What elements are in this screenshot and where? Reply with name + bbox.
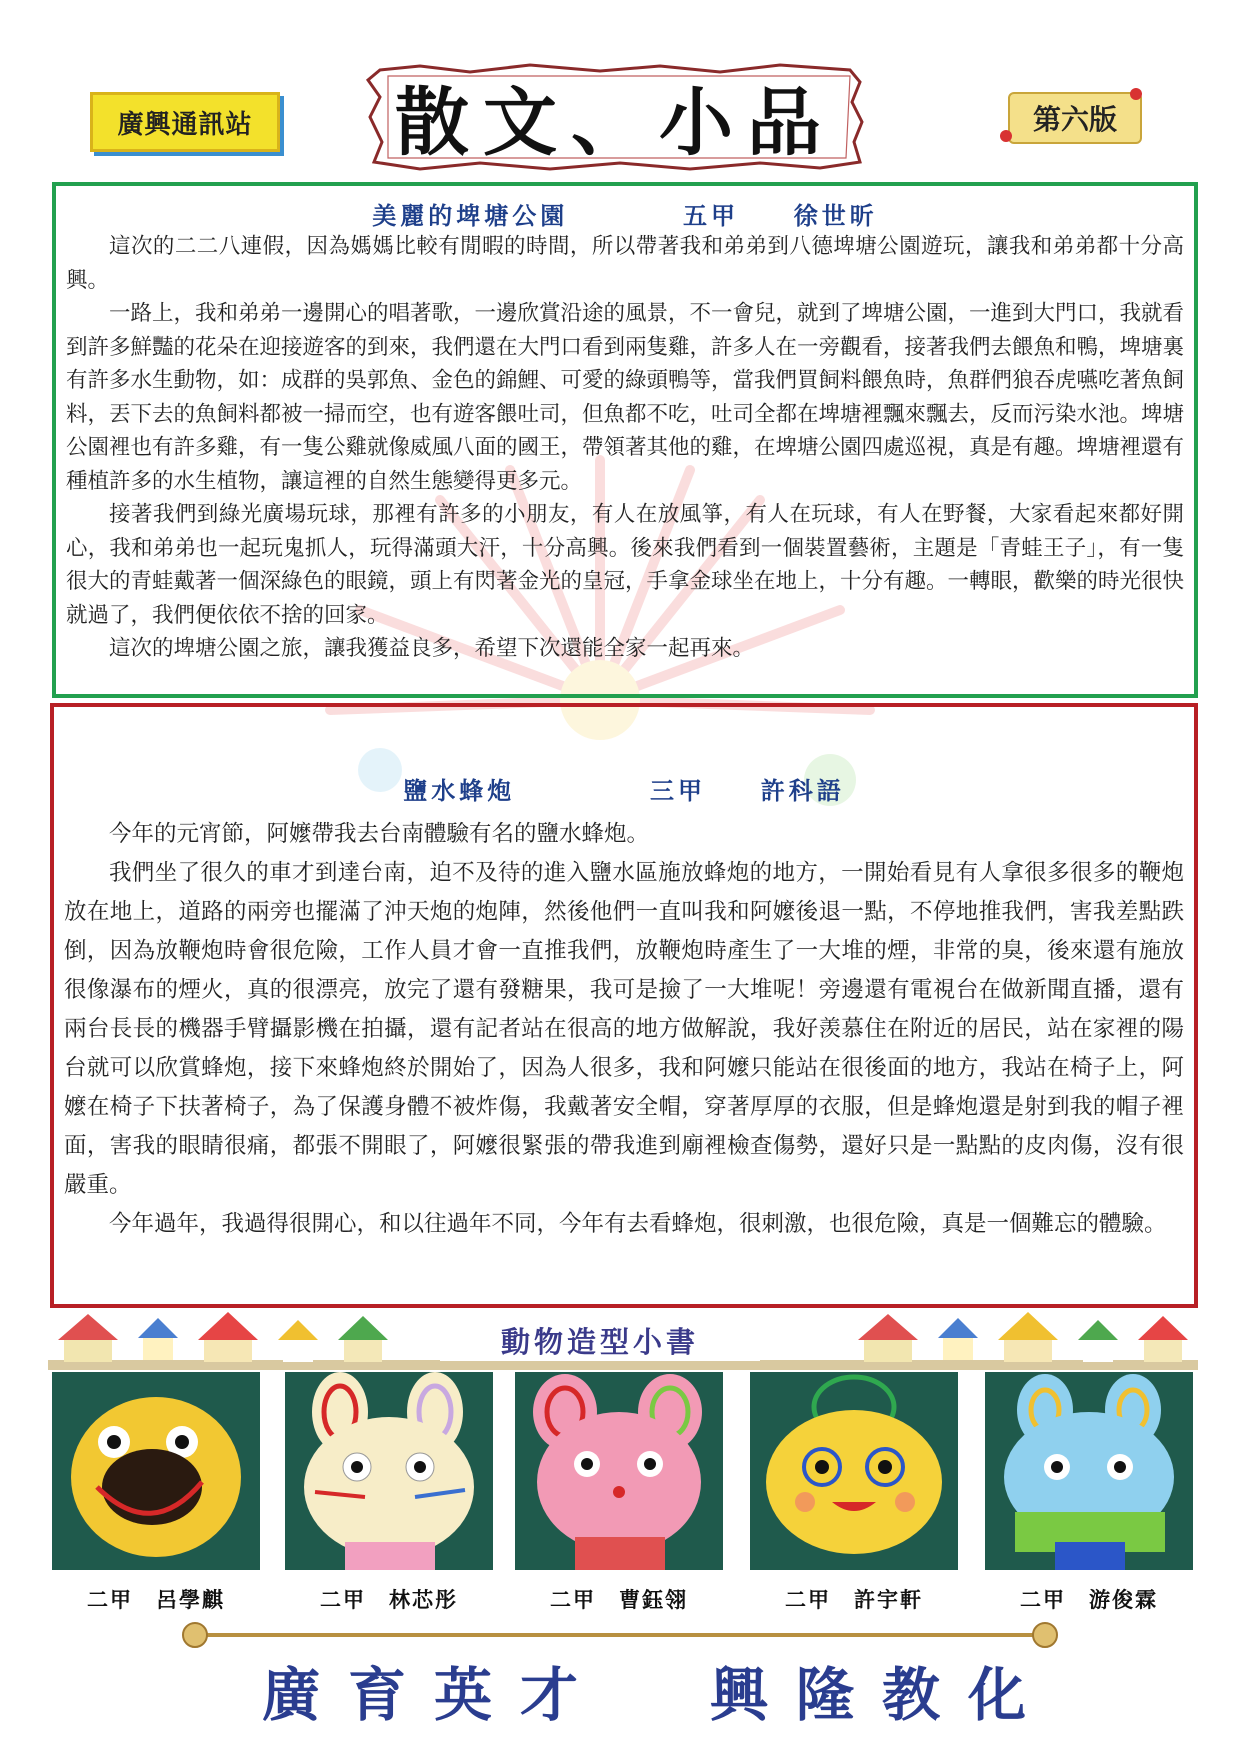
paragraph: 這次的埤塘公園之旅，讓我獲益良多，希望下次還能全家一起再來。 [109,636,755,661]
newsletter-badge [90,92,280,152]
gallery-title: 動物造型小書 [440,1320,760,1361]
article-park [52,182,1198,698]
paragraph: 接著我們到綠光廣場玩球，那裡有許多的小朋友，有人在放風箏，有人在玩球，有人在野餐，大家看起來都好開心，我和弟弟也一起玩鬼抓人，玩得滿頭大汗，十分高興。後來我們看到一個裝置藝術，主題是「青蛙王子」，有一隻很大的青蛙戴著一個深綠色的眼鏡，頭上有閃著金光的皇冠，手拿金球坐在地上，十分有趣。一轉眼，歡樂的時光很快就過了，我們便依依不捨的回家。 [66,502,1185,628]
bunny-mask-icon [985,1372,1193,1570]
author-name: 徐世昕 [793,201,878,230]
article-park-heading [56,196,1194,231]
footer-rod-icon [180,1620,1060,1650]
article-fireworks [50,703,1198,1308]
decor-dot [1130,88,1142,100]
photo-caption: 二甲 許宇軒 [785,1587,923,1612]
article-title: 美麗的埤塘公園 [372,201,569,230]
page-title: 散文、小品 [395,80,835,166]
rabbit-mask-icon [285,1372,493,1570]
edition-label: 第六版 [1008,92,1142,144]
slogan-left: 廣育英才 [262,1661,607,1729]
article-park-body [66,230,1184,666]
photo-caption: 二甲 游俊霖 [1020,1587,1158,1612]
photo-caption: 二甲 曹鈺翎 [550,1587,688,1612]
paragraph: 這次的二二八連假，因為媽媽比較有閒暇的時間，所以帶著我和弟弟到八德埤塘公園遊玩，讓我和弟弟都十分高興。 [66,234,1184,293]
cat-mask-icon [750,1372,958,1570]
paragraph: 一路上，我和弟弟一邊開心的唱著歌，一邊欣賞沿途的風景，不一會兒，就到了埤塘公園，一進到大門口，我就看到許多鮮豔的花朵在迎接遊客的到來，我們還在大門口看到兩隻雞，許多人在一旁觀看，接著我們去餵魚和鴨，埤塘裏有許多水生動物，如：成群的吳郭魚、金色的錦鯉、可愛的綠頭鴨等，當我們買飼料餵魚時，魚群們狼吞虎嚥吃著魚飼料，丟下去的魚飼料都被一掃而空，也有遊客餵吐司，但魚都不吃，吐司全都在埤塘裡飄來飄去，反而污染水池。埤塘公園裡也有許多雞，有一隻公雞就像威風八面的國王，帶領著其他的雞，在埤塘公園四處巡視，真是有趣。埤塘裡還有種植許多的水生植物，讓這裡的自然生態變得更多元。 [66,301,1185,494]
photo-caption: 二甲 林芯彤 [320,1587,458,1612]
photo-caption: 二甲 呂學麒 [87,1587,225,1612]
badge-label: 廣興通訊站 [117,109,253,140]
article-fireworks-body [64,815,1184,1244]
article-title: 鹽水蜂炮 [403,776,516,805]
slogan-right: 興隆教化 [710,1661,1055,1729]
author-class: 五甲 [683,201,739,230]
gallery-photo-1 [52,1372,260,1570]
gallery-photo-3 [515,1372,723,1570]
paragraph: 今年過年，我過得很開心，和以往過年不同，今年有去看蜂炮，很刺激，也很危險，真是一個難忘的體驗。 [109,1211,1167,1237]
article-fireworks-heading [54,771,1194,806]
decor-dot [1000,130,1012,142]
paragraph: 今年的元宵節，阿嬤帶我去台南體驗有名的鹽水蜂炮。 [109,821,650,847]
paragraph: 我們坐了很久的車才到達台南，迫不及待的進入鹽水區施放蜂炮的地方，一開始看見有人拿很多很多的鞭炮放在地上，道路的兩旁也擺滿了沖天炮的炮陣，然後他們一直叫我和阿嬤後退一點，不停地推我們，害我差點跌倒，因為放鞭炮時會很危險，工作人員才會一直推我們，放鞭炮時產生了一大堆的煙，非常的臭，後來還有施放很像瀑布的煙火，真的很漂亮，放完了還有發糖果，我可是撿了一大堆呢！旁邊還有電視台在做新聞直播，還有兩台長長的機器手臂攝影機在拍攝，還有記者站在很高的地方做解說，我好羡慕住在附近的居民，站在家裡的陽台就可以欣賞蜂炮，接下來蜂炮終於開始了，因為人很多，我和阿嬤只能站在很後面的地方，我站在椅子上，阿嬤在椅子下扶著椅子，為了保護身體不被炸傷，我戴著安全帽，穿著厚厚的衣服，但是蜂炮還是射到我的帽子裡面，害我的眼睛很痛，都張不開眼了，阿嬤很緊張的帶我進到廟裡檢查傷勢，還好只是一點點的皮肉傷，沒有很嚴重。 [64,860,1184,1198]
lion-mask-icon [52,1372,260,1570]
gallery-photo-2 [285,1372,493,1570]
gallery-photo-5 [985,1372,1193,1570]
author-class: 三甲 [650,776,706,805]
gallery-photo-4 [750,1372,958,1570]
author-name: 許科語 [760,776,845,805]
mouse-mask-icon [515,1372,723,1570]
